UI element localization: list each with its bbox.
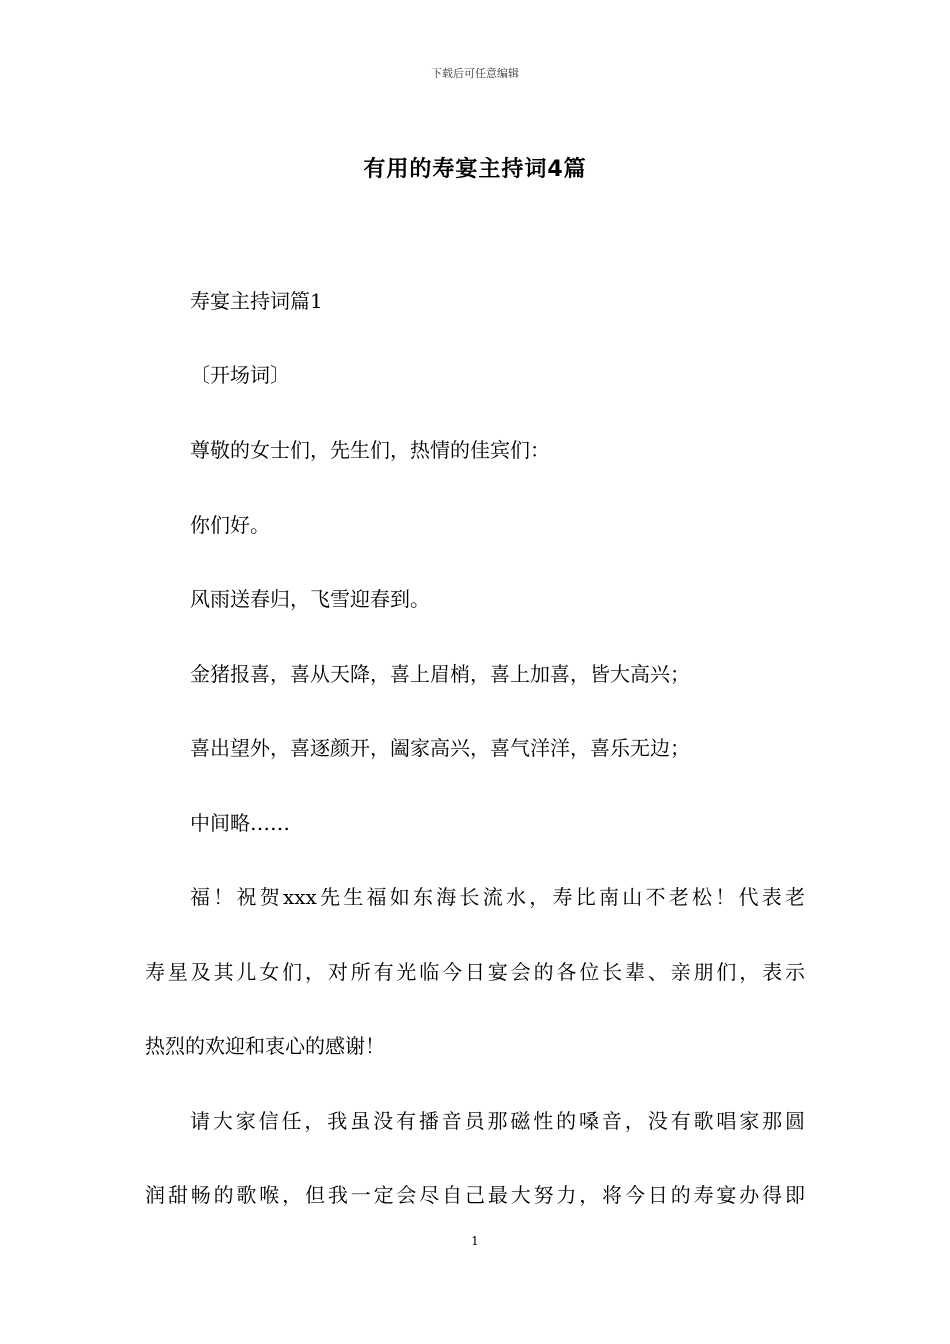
paragraph-greeting: 尊敬的女士们，先生们，热情的佳宾们：: [190, 438, 550, 462]
document-title: 有用的寿宴主持词4篇: [363, 157, 587, 182]
paragraph-promise-line: 请大家信任，我虽没有播音员那磁性的嗓音，没有歌唱家那圆: [190, 1109, 805, 1133]
paragraph-verse-3: 喜出望外，喜逐颜开，阖家高兴，喜气洋洋，喜乐无边；: [190, 736, 690, 760]
paragraph-omitted: 中间略……: [190, 811, 290, 835]
paragraph-verse-1: 风雨送春归，飞雪迎春到。: [190, 587, 430, 611]
paragraph-blessing-line: 福！祝贺xxx先生福如东海长流水，寿比南山不老松！代表老: [190, 885, 805, 909]
paragraph-opening-label: 〔开场词〕: [190, 363, 290, 387]
paragraph-blessing-line: 寿星及其儿女们，对所有光临今日宴会的各位长辈、亲朋们，表示: [145, 960, 805, 984]
paragraph-promise-line: 润甜畅的歌喉，但我一定会尽自己最大努力，将今日的寿宴办得即: [145, 1183, 805, 1207]
page-number: 1: [471, 1234, 479, 1248]
paragraph-verse-2: 金猪报喜，喜从天降，喜上眉梢，喜上加喜，皆大高兴；: [190, 662, 690, 686]
section-heading: 寿宴主持词篇1: [190, 289, 323, 313]
header-note: 下载后可任意编辑: [431, 67, 519, 80]
paragraph-blessing-line: 热烈的欢迎和衷心的感谢！: [145, 1034, 385, 1058]
paragraph-hello: 你们好。: [190, 513, 270, 537]
